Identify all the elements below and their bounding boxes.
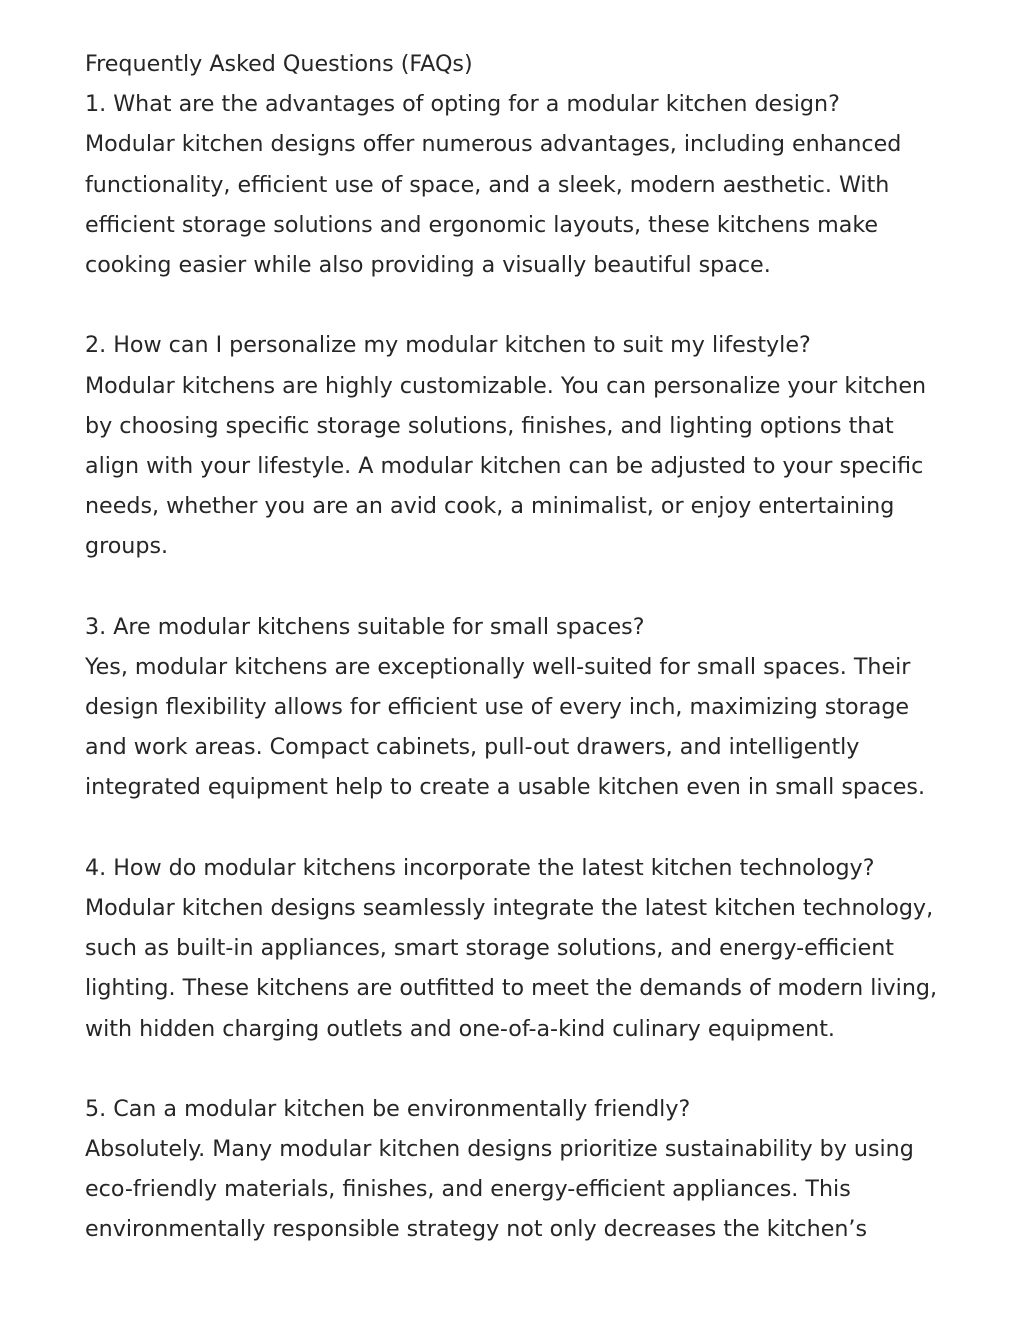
faq-answer-5-line-3: environmentally responsible strategy not only decreases the kitchen’s [85, 1216, 868, 1243]
faq-answer-4-line-2: such as built-in appliances, smart storage solutions, and energy-efficient [85, 935, 894, 962]
faq-answer-2-line-2: by choosing specific storage solutions, finishes, and lighting options that [85, 412, 894, 439]
faq-item-1 [85, 84, 945, 285]
faq-answer-5-line-2: eco-friendly materials, finishes, and energy-efficient appliances. This [85, 1176, 851, 1203]
faq-answer-4-line-1: Modular kitchen designs seamlessly integrate the latest kitchen technology, [85, 894, 934, 921]
faq-question-2: 2. How can I personalize my modular kitchen to suit my lifestyle? [85, 332, 811, 359]
faq-answer-3-line-1: Yes, modular kitchens are exceptionally well-suited for small spaces. Their [85, 653, 911, 680]
faq-answer-1-line-3: efficient storage solutions and ergonomic layouts, these kitchens make [85, 211, 879, 238]
faq-answer-4-line-3: lighting. These kitchens are outfitted to meet the demands of modern living, [85, 975, 938, 1002]
faq-answer-2-line-5: groups. [85, 533, 169, 560]
faq-question-5: 5. Can a modular kitchen be environmentally friendly? [85, 1095, 691, 1122]
paragraph-spacer [85, 285, 945, 325]
paragraph-spacer [85, 808, 945, 848]
faq-item-5 [85, 1089, 945, 1250]
faq-answer-2-line-1: Modular kitchens are highly customizable. You can personalize your kitchen [85, 372, 927, 399]
faq-answer-3-line-2: design flexibility allows for efficient use of every inch, maximizing storage [85, 694, 910, 720]
faq-answer-2-line-4: needs, whether you are an avid cook, a minimalist, or enjoy entertaining [85, 493, 895, 520]
faq-answer-2-line-3: align with your lifestyle. A modular kitchen can be adjusted to your specific [85, 452, 924, 479]
faq-document [85, 44, 945, 1250]
faq-item-3 [85, 607, 945, 808]
paragraph-spacer [85, 1049, 945, 1089]
faq-answer-5-line-1: Absolutely. Many modular kitchen designs prioritize sustainability by using [85, 1136, 914, 1163]
faq-answer-3-line-3: and work areas. Compact cabinets, pull-out drawers, and intelligently [85, 734, 860, 761]
faq-item-2 [85, 325, 945, 566]
faq-answer-1-line-2: functionality, efficient use of space, and a sleek, modern aesthetic. With [85, 171, 890, 198]
faq-answer-4-line-4: with hidden charging outlets and one-of-a-kind culinary equipment. [85, 1015, 835, 1042]
page-heading: Frequently Asked Questions (FAQs) [85, 51, 473, 77]
faq-answer-1-line-1: Modular kitchen designs offer numerous advantages, including enhanced [85, 131, 902, 158]
faq-question-1: 1. What are the advantages of opting for a modular kitchen design? [85, 91, 840, 118]
faq-item-4 [85, 848, 945, 1049]
faq-answer-1-line-4: cooking easier while also providing a visually beautiful space. [85, 251, 771, 278]
paragraph-spacer [85, 566, 945, 606]
faq-answer-3-line-4: integrated equipment help to create a usable kitchen even in small spaces. [85, 774, 926, 801]
faq-question-3: 3. Are modular kitchens suitable for small spaces? [85, 613, 645, 640]
faq-question-4: 4. How do modular kitchens incorporate the latest kitchen technology? [85, 854, 875, 881]
